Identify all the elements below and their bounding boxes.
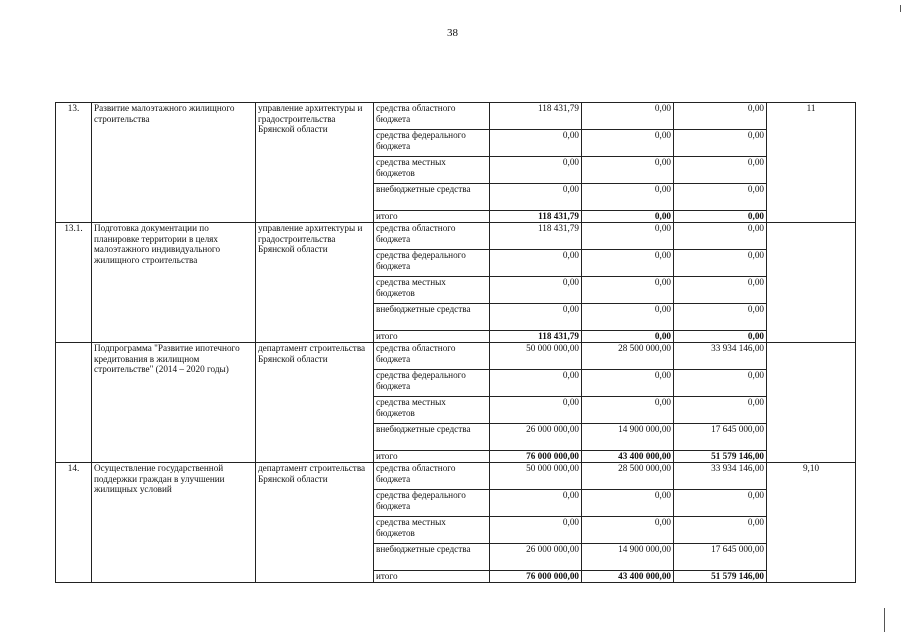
funding-source: итого	[374, 331, 490, 343]
funding-source: средства областного бюджета	[374, 343, 490, 370]
item-number: 13.1.	[56, 223, 92, 343]
table-row	[56, 223, 856, 250]
amount-col3: 0,00	[674, 397, 767, 424]
funding-source: средства федерального бюджета	[374, 250, 490, 277]
amount-col2: 28 500 000,00	[582, 463, 674, 490]
scan-mark	[900, 5, 901, 12]
funding-source: итого	[374, 571, 490, 583]
funding-source: средства местных бюджетов	[374, 517, 490, 544]
amount-col2: 0,00	[582, 130, 674, 157]
amount-col3: 0,00	[674, 370, 767, 397]
item-name: Развитие малоэтажного жилищного строительства	[92, 103, 256, 223]
table-row	[56, 103, 856, 130]
amount-col2: 43 400 000,00	[582, 451, 674, 463]
amount-col1: 50 000 000,00	[490, 463, 582, 490]
funding-source: средства областного бюджета	[374, 103, 490, 130]
amount-col3: 0,00	[674, 130, 767, 157]
amount-col1: 0,00	[490, 370, 582, 397]
indicator-ref	[767, 343, 856, 463]
amount-col2: 0,00	[582, 370, 674, 397]
amount-col1: 118 431,79	[490, 223, 582, 250]
amount-col3: 0,00	[674, 490, 767, 517]
amount-col2: 0,00	[582, 517, 674, 544]
amount-col1: 0,00	[490, 397, 582, 424]
executor: департамент строительства Брянской области	[256, 463, 374, 583]
funding-source: средства местных бюджетов	[374, 397, 490, 424]
amount-col2: 0,00	[582, 157, 674, 184]
amount-col1: 50 000 000,00	[490, 343, 582, 370]
funding-source: средства федерального бюджета	[374, 370, 490, 397]
funding-source: средства федерального бюджета	[374, 130, 490, 157]
executor: управление архитектуры и градостроительства Брянской области	[256, 103, 374, 223]
amount-col2: 0,00	[582, 103, 674, 130]
amount-col1: 0,00	[490, 184, 582, 211]
amount-col2: 0,00	[582, 184, 674, 211]
indicator-ref: 11	[767, 103, 856, 223]
funding-source: внебюджетные средства	[374, 424, 490, 451]
amount-col2: 14 900 000,00	[582, 424, 674, 451]
item-number: 13.	[56, 103, 92, 223]
funding-source: внебюджетные средства	[374, 184, 490, 211]
amount-col3: 33 934 146,00	[674, 343, 767, 370]
amount-col2: 0,00	[582, 277, 674, 304]
amount-col3: 0,00	[674, 331, 767, 343]
amount-col1: 118 431,79	[490, 103, 582, 130]
amount-col3: 0,00	[674, 157, 767, 184]
amount-col3: 51 579 146,00	[674, 571, 767, 583]
amount-col1: 26 000 000,00	[490, 544, 582, 571]
amount-col3: 51 579 146,00	[674, 451, 767, 463]
amount-col3: 17 645 000,00	[674, 544, 767, 571]
executor: департамент строительства Брянской области	[256, 343, 374, 463]
amount-col2: 0,00	[582, 304, 674, 331]
amount-col2: 43 400 000,00	[582, 571, 674, 583]
amount-col1: 0,00	[490, 130, 582, 157]
page-number: 38	[447, 27, 458, 39]
amount-col1: 118 431,79	[490, 211, 582, 223]
executor: управление архитектуры и градостроительства Брянской области	[256, 223, 374, 343]
funding-source: средства федерального бюджета	[374, 490, 490, 517]
amount-col1: 76 000 000,00	[490, 571, 582, 583]
amount-col2: 28 500 000,00	[582, 343, 674, 370]
amount-col3: 0,00	[674, 517, 767, 544]
amount-col3: 0,00	[674, 277, 767, 304]
amount-col3: 0,00	[674, 223, 767, 250]
program-table	[55, 102, 856, 583]
indicator-ref: 9,10	[767, 463, 856, 583]
amount-col3: 17 645 000,00	[674, 424, 767, 451]
amount-col2: 0,00	[582, 331, 674, 343]
amount-col3: 33 934 146,00	[674, 463, 767, 490]
amount-col1: 0,00	[490, 304, 582, 331]
item-name: Осуществление государственной поддержки граждан в улучшении жилищных условий	[92, 463, 256, 583]
funding-source: итого	[374, 451, 490, 463]
table-row	[56, 343, 856, 370]
amount-col2: 0,00	[582, 223, 674, 250]
amount-col2: 0,00	[582, 490, 674, 517]
amount-col2: 0,00	[582, 211, 674, 223]
indicator-ref	[767, 223, 856, 343]
item-name: Подготовка документации по планировке территории в целях малоэтажного индивидуального жилищного строительства	[92, 223, 256, 343]
funding-source: итого	[374, 211, 490, 223]
table-row	[56, 463, 856, 490]
amount-col3: 0,00	[674, 250, 767, 277]
amount-col1: 0,00	[490, 517, 582, 544]
amount-col1: 0,00	[490, 157, 582, 184]
funding-source: средства местных бюджетов	[374, 277, 490, 304]
amount-col1: 0,00	[490, 277, 582, 304]
amount-col2: 0,00	[582, 397, 674, 424]
funding-source: внебюджетные средства	[374, 544, 490, 571]
amount-col3: 0,00	[674, 304, 767, 331]
item-name: Подпрограмма "Развитие ипотечного кредитования в жилищном строительстве" (2014 – 2020 годы)	[92, 343, 256, 463]
amount-col3: 0,00	[674, 184, 767, 211]
funding-source: средства областного бюджета	[374, 223, 490, 250]
amount-col3: 0,00	[674, 103, 767, 130]
amount-col2: 0,00	[582, 250, 674, 277]
amount-col2: 14 900 000,00	[582, 544, 674, 571]
amount-col1: 0,00	[490, 250, 582, 277]
funding-source: внебюджетные средства	[374, 304, 490, 331]
funding-source: средства местных бюджетов	[374, 157, 490, 184]
funding-source: средства областного бюджета	[374, 463, 490, 490]
item-number: 14.	[56, 463, 92, 583]
amount-col1: 26 000 000,00	[490, 424, 582, 451]
amount-col3: 0,00	[674, 211, 767, 223]
amount-col1: 118 431,79	[490, 331, 582, 343]
scan-mark	[884, 608, 885, 632]
amount-col1: 0,00	[490, 490, 582, 517]
amount-col1: 76 000 000,00	[490, 451, 582, 463]
item-number	[56, 343, 92, 463]
